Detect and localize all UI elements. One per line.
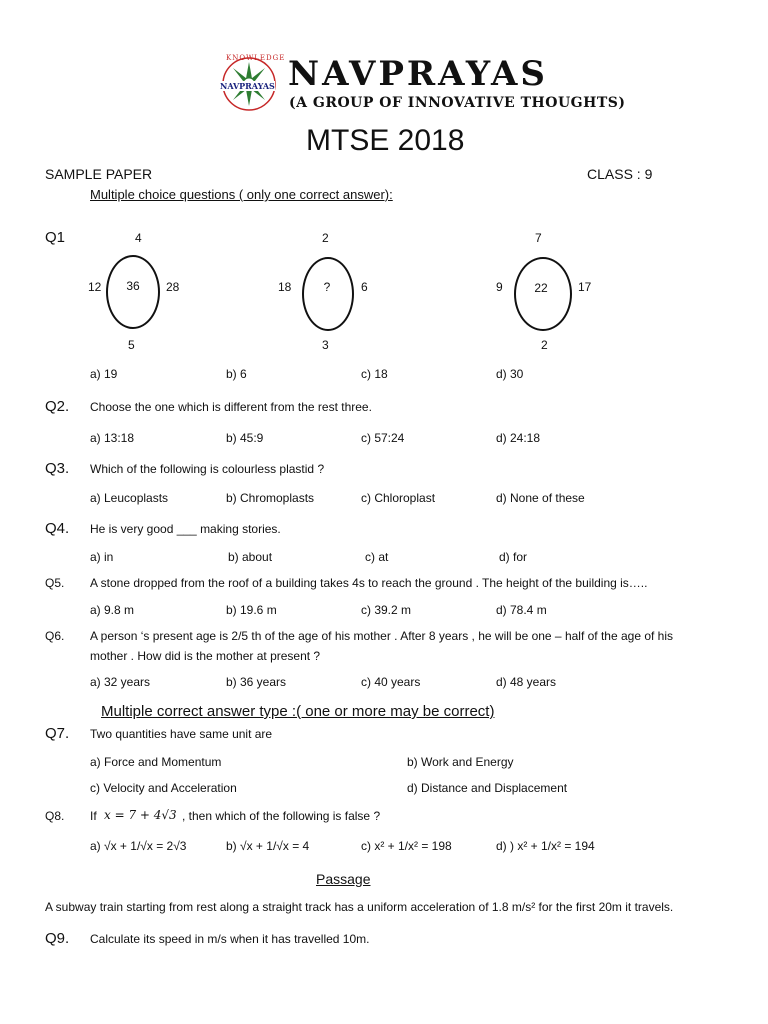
q2-option-d[interactable]: d) 24:18 <box>496 431 541 445</box>
q6-option-c[interactable]: c) 40 years <box>361 675 421 689</box>
q8-text-prefix: If <box>90 809 97 823</box>
q2-number: Q2. <box>45 398 70 415</box>
q1-number: Q1 <box>45 229 66 246</box>
q8-option-d[interactable]: d) ) x² + 1/x² = 194 <box>496 839 595 853</box>
q3-text: Which of the following is colourless plastid ? <box>90 462 325 476</box>
q8-number: Q8. <box>45 809 65 823</box>
q1-option-d[interactable]: d) 30 <box>496 367 524 381</box>
q5-option-a[interactable]: a) 9.8 m <box>90 603 135 617</box>
q4-option-c[interactable]: c) at <box>365 550 389 564</box>
q6-text-line1: A person ‘s present age is 2/5 th of the age of his mother . After 8 years , he will be one – half of the age of his <box>90 629 674 643</box>
q7-option-a[interactable]: a) Force and Momentum <box>90 755 222 769</box>
q3-option-d[interactable]: d) None of these <box>496 491 585 505</box>
q5-number: Q5. <box>45 576 65 590</box>
q7-option-d[interactable]: d) Distance and Displacement <box>407 781 568 795</box>
q4-number: Q4. <box>45 520 70 537</box>
q4-option-d[interactable]: d) for <box>499 550 528 564</box>
q5-option-b[interactable]: b) 19.6 m <box>226 603 277 617</box>
q8-option-c[interactable]: c) x² + 1/x² = 198 <box>361 839 452 853</box>
logo <box>214 56 284 112</box>
q1-option-b[interactable]: b) 6 <box>226 367 247 381</box>
brand-name: NAVPRAYAS <box>288 54 548 94</box>
fig1-bottom: 5 <box>128 338 135 352</box>
class-label: CLASS : 9 <box>587 166 653 182</box>
fig1-top: 4 <box>135 231 142 245</box>
fig3-bottom: 2 <box>541 338 548 352</box>
q6-text-line2: mother . How did is the mother at present ? <box>90 649 321 663</box>
fig1-left: 12 <box>88 280 102 294</box>
fig2-ellipse <box>302 257 354 331</box>
logo-text-top: KNOWLEDGE <box>226 54 286 62</box>
passage-title: Passage <box>316 871 371 887</box>
fig2-center: ? <box>323 280 331 294</box>
fig2-bottom: 3 <box>322 338 329 352</box>
q7-option-c[interactable]: c) Velocity and Acceleration <box>90 781 237 795</box>
q6-option-a[interactable]: a) 32 years <box>90 675 151 689</box>
q5-option-d[interactable]: d) 78.4 m <box>496 603 547 617</box>
q2-option-c[interactable]: c) 57:24 <box>361 431 405 445</box>
fig3-right: 17 <box>578 280 592 294</box>
q7-number: Q7. <box>45 725 70 742</box>
fig1-center: 36 <box>126 279 140 293</box>
q3-option-c[interactable]: c) Chloroplast <box>361 491 436 505</box>
fig3-left: 9 <box>496 280 503 294</box>
q5-text: A stone dropped from the roof of a building takes 4s to reach the ground . The height of the building is….. <box>90 576 648 590</box>
q6-option-b[interactable]: b) 36 years <box>226 675 287 689</box>
exam-title: MTSE 2018 <box>306 124 465 157</box>
q8-option-b[interactable]: b) √x + 1/√x = 4 <box>226 839 310 853</box>
q8-text-suffix: , then which of the following is false ? <box>182 809 381 823</box>
logo-text-mid: NAVPRAYAS <box>220 81 275 91</box>
q9-text: Calculate its speed in m/s when it has travelled 10m. <box>90 932 370 946</box>
fig2-right: 6 <box>361 280 368 294</box>
q8-option-a[interactable]: a) √x + 1/√x = 2√3 <box>90 839 187 853</box>
q2-option-b[interactable]: b) 45:9 <box>226 431 264 445</box>
q6-option-d[interactable]: d) 48 years <box>496 675 557 689</box>
q6-number: Q6. <box>45 629 65 643</box>
q3-option-a[interactable]: a) Leucoplasts <box>90 491 169 505</box>
fig2-left: 18 <box>278 280 292 294</box>
q7-text: Two quantities have same unit are <box>90 727 273 741</box>
q3-number: Q3. <box>45 460 70 477</box>
section1-title: Multiple choice questions ( only one correct answer): <box>90 187 393 202</box>
fig2-top: 2 <box>322 231 329 245</box>
q7-option-b[interactable]: b) Work and Energy <box>407 755 514 769</box>
q4-text: He is very good ___ making stories. <box>90 522 281 536</box>
fig3-center: 22 <box>534 281 548 295</box>
q4-option-b[interactable]: b) about <box>228 550 273 564</box>
passage-text: A subway train starting from rest along a straight track has a uniform acceleration of 1.8 m/s² for the first 20m it travels. <box>45 900 674 914</box>
fig3-top: 7 <box>535 231 542 245</box>
q9-number: Q9. <box>45 930 70 947</box>
q8-equation: x = 7 + 4√3 <box>104 808 177 822</box>
q4-option-a[interactable]: a) in <box>90 550 114 564</box>
q1-option-c[interactable]: c) 18 <box>361 367 388 381</box>
tagline: (A GROUP OF INNOVATIVE THOUGHTS) <box>289 95 626 111</box>
sample-paper-label: SAMPLE PAPER <box>45 166 153 182</box>
q1-option-a[interactable]: a) 19 <box>90 367 118 381</box>
fig1-right: 28 <box>166 280 180 294</box>
q2-option-a[interactable]: a) 13:18 <box>90 431 135 445</box>
q5-option-c[interactable]: c) 39.2 m <box>361 603 412 617</box>
q2-text: Choose the one which is different from the rest three. <box>90 400 372 414</box>
q3-option-b[interactable]: b) Chromoplasts <box>226 491 315 505</box>
section2-title: Multiple correct answer type :( one or more may be correct) <box>101 703 495 720</box>
